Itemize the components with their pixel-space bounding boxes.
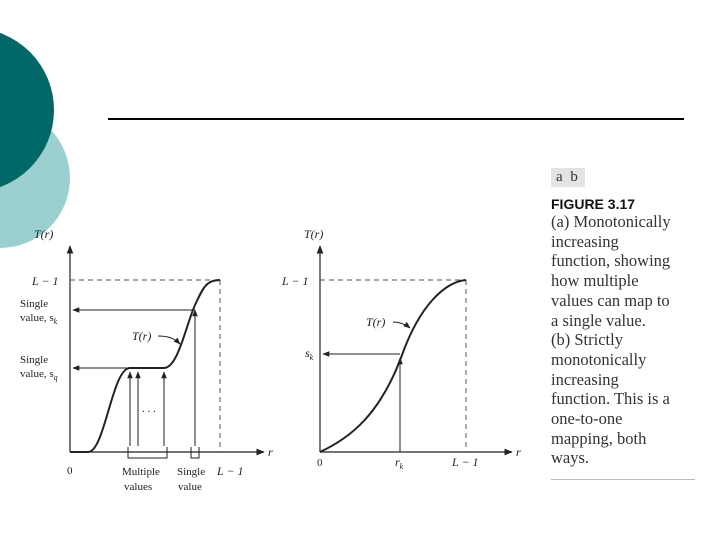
panel-a-lminus1-y-label: L − 1 [32, 274, 59, 288]
panel-a-curve-pointer [158, 336, 180, 344]
panel-a [20, 227, 273, 493]
panel-b-rk-label: $r_k$ [395, 455, 404, 471]
panel-a-curve [70, 280, 220, 452]
caption-line: how multiple [551, 271, 639, 291]
caption-line: a single value. [551, 310, 646, 330]
panel-b-lminus1-x-label: L − 1 [452, 455, 479, 469]
caption-line: increasing [551, 231, 619, 251]
panel-a-curve-label: T(r) [132, 329, 152, 343]
panel-a-single-sq-label-line2: value, $s_q$ [20, 368, 58, 382]
panel-b-curve-label: T(r) [366, 315, 386, 329]
caption-line: increasing [551, 369, 619, 389]
panel-a-values-label: values [124, 481, 153, 493]
panel-a-origin-label: 0 [67, 465, 73, 477]
caption-line: function. This is a [551, 389, 670, 409]
caption-line: (a) Monotonically [551, 212, 671, 231]
caption-line: ways. [551, 448, 590, 468]
panel-a-single-sk-label: Single [20, 298, 49, 310]
caption-line: (b) Strictly [551, 330, 623, 350]
panel-a-ellipsis: . . . [142, 403, 156, 415]
figure-caption [551, 168, 711, 468]
caption-line: one-to-one [551, 409, 623, 429]
panel-a-single-bottom-label: Single [177, 466, 206, 478]
panel-tags: a b [551, 168, 585, 187]
caption-line: function, showing [551, 251, 671, 271]
panel-a-y-axis-label: T(r) [34, 227, 54, 241]
panel-a-value-bottom-label: value [178, 481, 202, 493]
panel-b-lminus1-y-label: L − 1 [282, 274, 309, 288]
panel-b [281, 227, 521, 471]
panel-b-curve [320, 280, 466, 452]
caption-line: mapping, both [551, 428, 647, 448]
panel-b-curve-pointer [393, 322, 410, 328]
panel-a-x-axis-label: r [268, 445, 273, 459]
panel-a-single-sk-label-line2: value, $s_k$ [20, 312, 58, 326]
panel-b-origin-label: 0 [317, 457, 323, 469]
panel-a-lminus1-x-label: L − 1 [217, 464, 244, 478]
panel-b-y-axis-label: T(r) [304, 227, 324, 241]
panel-a-multiple-label: Multiple [122, 466, 160, 478]
caption-line: monotonically [551, 349, 647, 369]
figure-label: FIGURE 3.17 [551, 196, 636, 212]
caption-line: values can map to [551, 290, 670, 310]
panel-b-x-axis-label: r [516, 445, 521, 459]
caption-divider [551, 479, 695, 480]
panel-a-single-sq-label: Single [20, 354, 49, 366]
panel-b-sk-label: $s_k$ [305, 346, 314, 362]
